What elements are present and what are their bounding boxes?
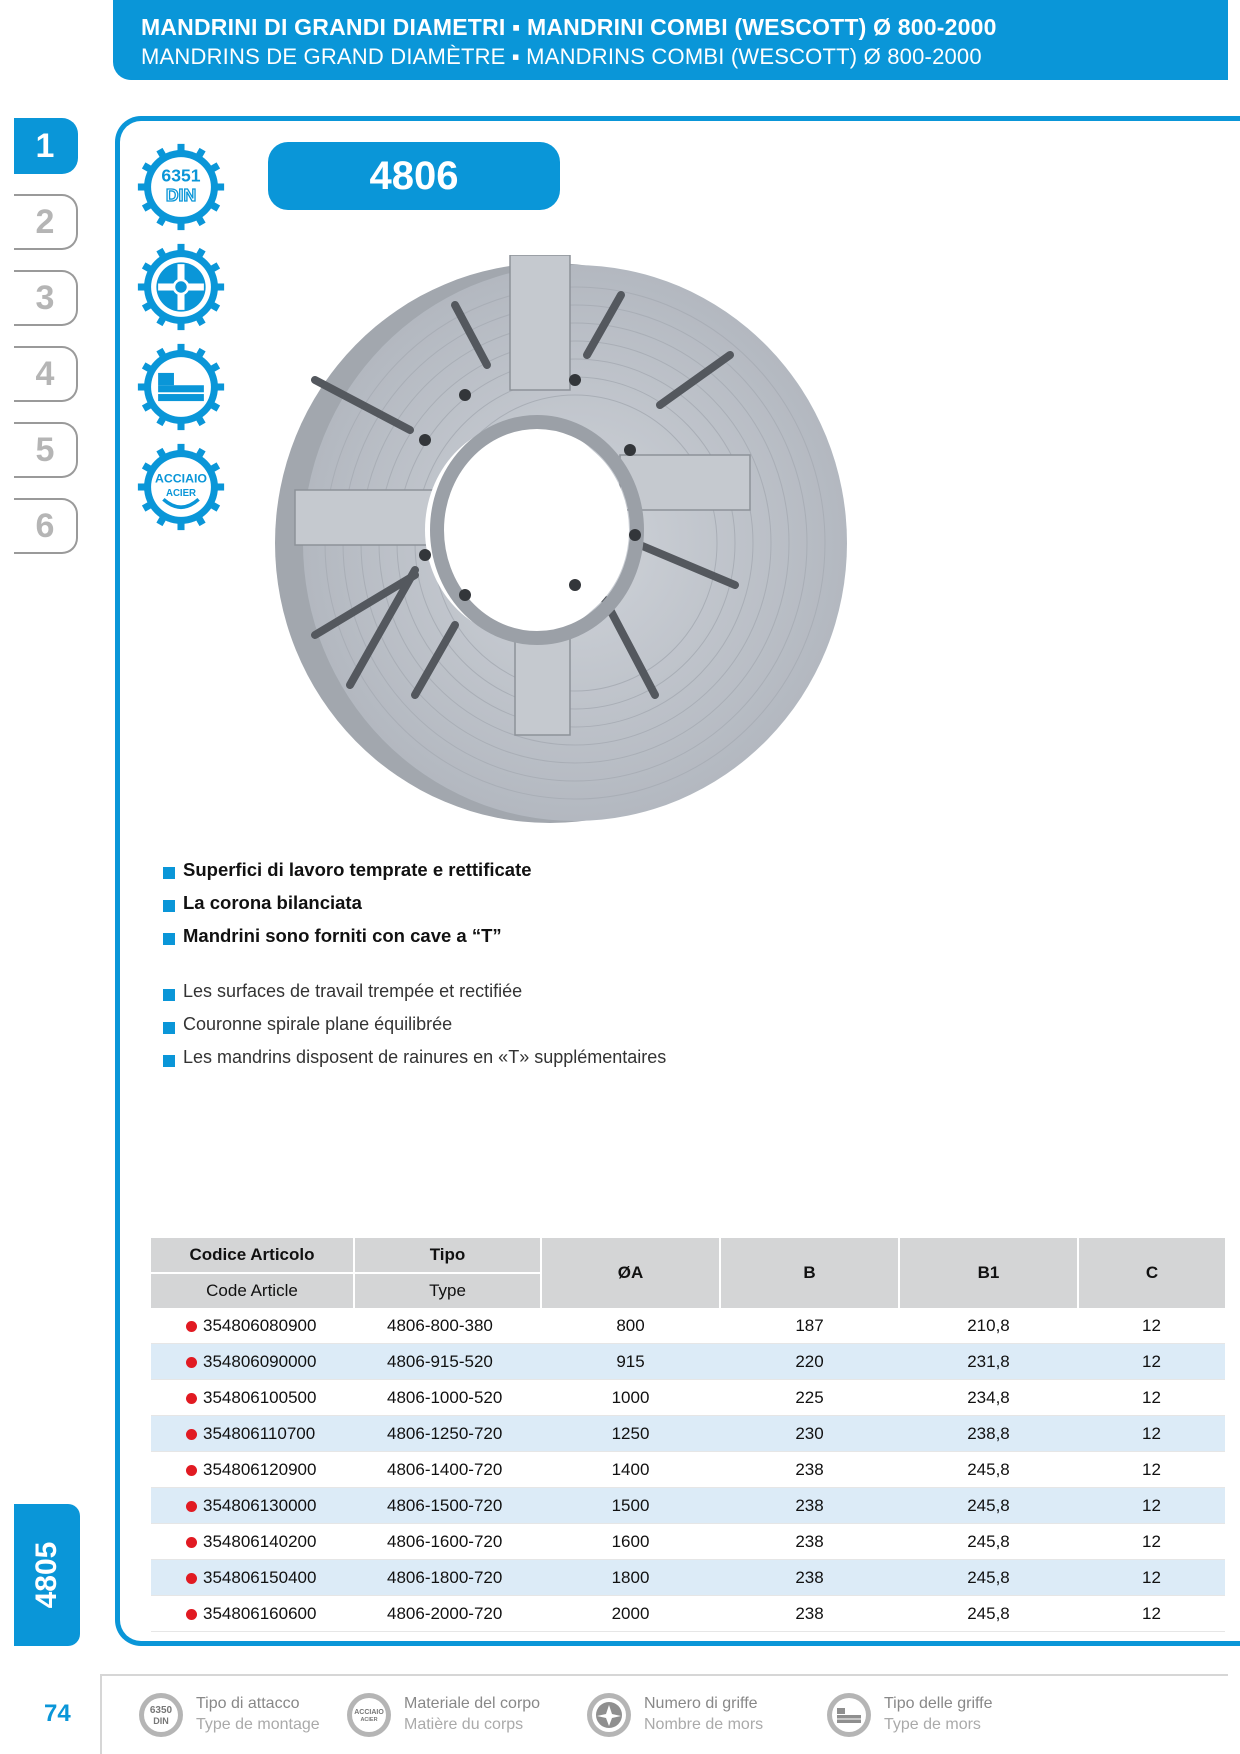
cell-c-value: 12 xyxy=(1142,1531,1161,1551)
cell-code-value: 354806090000 xyxy=(203,1351,317,1371)
table-row xyxy=(151,1488,1225,1524)
cell-c-value: 12 xyxy=(1142,1603,1161,1623)
cell-b1 xyxy=(899,1560,1078,1596)
cell-b1 xyxy=(899,1596,1078,1632)
tab-2[interactable]: 2 xyxy=(14,194,78,250)
cell-b xyxy=(720,1416,899,1452)
table-row xyxy=(151,1416,1225,1452)
cell-b-value: 238 xyxy=(795,1531,824,1551)
side-code-label: 4805 xyxy=(30,1541,63,1609)
header-title-fr: MANDRINS DE GRAND DIAMÈTRE ▪ MANDRINS COMBI (WESCOTT) Ø 800-2000 xyxy=(141,44,982,69)
availability-dot-icon xyxy=(186,1501,197,1512)
tab-6[interactable]: 6 xyxy=(14,498,78,554)
cell-b-value: 238 xyxy=(795,1567,824,1587)
cell-code xyxy=(151,1344,354,1380)
page-header xyxy=(113,0,1228,80)
cell-a-value: 2000 xyxy=(611,1603,650,1623)
legend-label-it: Tipo di attacco xyxy=(196,1695,300,1712)
cell-b1-value: 245,8 xyxy=(967,1603,1010,1623)
cell-b-value: 238 xyxy=(795,1459,824,1479)
availability-dot-icon xyxy=(186,1393,197,1404)
cell-c-value: 12 xyxy=(1142,1387,1161,1407)
cell-code xyxy=(151,1416,354,1452)
cell-code xyxy=(151,1488,354,1524)
cell-c-value: 12 xyxy=(1142,1459,1161,1479)
cell-type-value: 4806-1500-720 xyxy=(387,1495,503,1515)
cell-a xyxy=(541,1596,720,1632)
cell-b-value: 230 xyxy=(795,1423,824,1443)
cell-a-value: 915 xyxy=(616,1351,645,1371)
col-code-fr: Code Article xyxy=(151,1273,354,1308)
cell-code-value: 354806140200 xyxy=(203,1531,317,1551)
cell-c xyxy=(1078,1560,1225,1596)
feature-it-text: Superfici di lavoro temprate e rettificate xyxy=(183,859,532,880)
cell-a-value: 1400 xyxy=(611,1459,650,1479)
cell-a-value: 1800 xyxy=(611,1567,650,1587)
table-row xyxy=(151,1560,1225,1596)
availability-dot-icon xyxy=(186,1321,197,1332)
cell-b1 xyxy=(899,1416,1078,1452)
col-code-it: Codice Articolo xyxy=(151,1238,354,1273)
cell-a-value: 1600 xyxy=(611,1531,650,1551)
cell-type xyxy=(354,1596,541,1632)
col-c: C xyxy=(1078,1238,1225,1308)
cell-c xyxy=(1078,1380,1225,1416)
jaw-type-gear-icon xyxy=(824,1690,874,1740)
din-gear-icon xyxy=(137,143,225,231)
cell-b-value: 220 xyxy=(795,1351,824,1371)
cell-c-value: 12 xyxy=(1142,1495,1161,1515)
cell-c xyxy=(1078,1416,1225,1452)
material-gear-icon xyxy=(137,443,225,531)
jaw-count-gear-icon xyxy=(137,243,225,331)
cell-b xyxy=(720,1380,899,1416)
cell-type-value: 4806-1600-720 xyxy=(387,1531,503,1551)
legend-label-fr: Nombre de mors xyxy=(644,1716,764,1733)
cell-b1 xyxy=(899,1308,1078,1344)
table-row xyxy=(151,1596,1225,1632)
legend-din-number: 6350 xyxy=(149,1705,173,1716)
cell-type xyxy=(354,1488,541,1524)
cell-code xyxy=(151,1596,354,1632)
cell-b-value: 187 xyxy=(795,1315,824,1335)
cell-c xyxy=(1078,1344,1225,1380)
feature-it-text: Mandrini sono forniti con cave a “T” xyxy=(183,925,502,946)
cell-b xyxy=(720,1344,899,1380)
table-row xyxy=(151,1308,1225,1344)
col-a: ØA xyxy=(541,1238,720,1308)
cell-a xyxy=(541,1416,720,1452)
legend-label-fr: Matière du corps xyxy=(404,1716,524,1733)
cell-c xyxy=(1078,1488,1225,1524)
cell-code-value: 354806160600 xyxy=(203,1603,317,1623)
cell-b xyxy=(720,1308,899,1344)
jaw-type-gear-icon xyxy=(137,343,225,431)
availability-dot-icon xyxy=(186,1573,197,1584)
material-badge-it: ACCIAIO xyxy=(155,471,207,486)
cell-b1-value: 210,8 xyxy=(967,1315,1010,1335)
tab-5[interactable]: 5 xyxy=(14,422,78,478)
col-b: B xyxy=(720,1238,899,1308)
availability-dot-icon xyxy=(186,1537,197,1548)
cell-c-value: 12 xyxy=(1142,1351,1161,1371)
cell-code-value: 354806150400 xyxy=(203,1567,317,1587)
cell-type xyxy=(354,1416,541,1452)
cell-b xyxy=(720,1596,899,1632)
table-row xyxy=(151,1380,1225,1416)
legend-label-it: Tipo delle griffe xyxy=(884,1695,993,1712)
cell-b1-value: 245,8 xyxy=(967,1459,1010,1479)
feature-fr-text: Couronne spirale plane équilibrée xyxy=(183,1014,453,1034)
cell-code xyxy=(151,1452,354,1488)
cell-c xyxy=(1078,1452,1225,1488)
header-title-it: MANDRINI DI GRANDI DIAMETRI ▪ MANDRINI COMBI (WESCOTT) Ø 800-2000 xyxy=(141,14,997,40)
cell-c-value: 12 xyxy=(1142,1423,1161,1443)
legend-label-it: Numero di griffe xyxy=(644,1695,758,1712)
legend-material-fr: ACIER xyxy=(360,1717,378,1723)
table-row xyxy=(151,1344,1225,1380)
cell-b1-value: 231,8 xyxy=(967,1351,1010,1371)
cell-code xyxy=(151,1524,354,1560)
cell-c xyxy=(1078,1308,1225,1344)
col-type-it: Tipo xyxy=(354,1238,541,1273)
cell-a xyxy=(541,1452,720,1488)
cell-code xyxy=(151,1308,354,1344)
side-product-code xyxy=(14,1504,80,1646)
cell-code-value: 354806100500 xyxy=(203,1387,317,1407)
availability-dot-icon xyxy=(186,1429,197,1440)
cell-b1 xyxy=(899,1344,1078,1380)
cell-a xyxy=(541,1488,720,1524)
cell-a-value: 1250 xyxy=(611,1423,650,1443)
cell-type-value: 4806-1800-720 xyxy=(387,1567,503,1587)
cell-type-value: 4806-800-380 xyxy=(387,1315,493,1335)
table-row xyxy=(151,1452,1225,1488)
cell-code-value: 354806110700 xyxy=(203,1423,316,1443)
legend-label-fr: Type de montage xyxy=(196,1716,320,1733)
feature-fr-text: Les mandrins disposent de rainures en «T» supplémentaires xyxy=(183,1047,667,1067)
col-b1: B1 xyxy=(899,1238,1078,1308)
cell-code xyxy=(151,1560,354,1596)
cell-type-value: 4806-1000-520 xyxy=(387,1387,503,1407)
cell-b1-value: 245,8 xyxy=(967,1567,1010,1587)
availability-dot-icon xyxy=(186,1357,197,1368)
product-code-title: 4806 xyxy=(268,142,560,210)
cell-a xyxy=(541,1560,720,1596)
cell-b1 xyxy=(899,1524,1078,1560)
cell-a xyxy=(541,1524,720,1560)
cell-code-value: 354806120900 xyxy=(203,1459,317,1479)
cell-b1 xyxy=(899,1452,1078,1488)
cell-b xyxy=(720,1524,899,1560)
cell-code xyxy=(151,1380,354,1416)
legend-label-fr: Type de mors xyxy=(884,1716,981,1733)
cell-a-value: 1000 xyxy=(611,1387,650,1407)
cell-b xyxy=(720,1560,899,1596)
cell-type-value: 4806-1250-720 xyxy=(387,1423,503,1443)
cell-type xyxy=(354,1560,541,1596)
cell-c-value: 12 xyxy=(1142,1315,1161,1335)
cell-type-value: 4806-1400-720 xyxy=(387,1459,503,1479)
cell-b1-value: 245,8 xyxy=(967,1531,1010,1551)
cell-type xyxy=(354,1452,541,1488)
cell-b1-value: 238,8 xyxy=(967,1423,1010,1443)
cell-b-value: 225 xyxy=(795,1387,824,1407)
cell-b xyxy=(720,1452,899,1488)
col-type-fr: Type xyxy=(354,1273,541,1308)
cell-b xyxy=(720,1488,899,1524)
material-badge-fr: ACIER xyxy=(165,487,197,499)
cell-type xyxy=(354,1380,541,1416)
cell-type xyxy=(354,1308,541,1344)
cell-type-value: 4806-2000-720 xyxy=(387,1603,503,1623)
din-gear-icon xyxy=(136,1690,186,1740)
cell-b1-value: 234,8 xyxy=(967,1387,1010,1407)
cell-code-value: 354806080900 xyxy=(203,1315,317,1335)
chuck-illustration xyxy=(275,255,850,825)
cell-b-value: 238 xyxy=(795,1603,824,1623)
cell-a-value: 800 xyxy=(616,1315,645,1335)
cell-b1 xyxy=(899,1488,1078,1524)
legend-din-label: DIN xyxy=(153,1716,169,1726)
material-gear-icon xyxy=(344,1690,394,1740)
cell-a-value: 1500 xyxy=(611,1495,650,1515)
cell-a xyxy=(541,1344,720,1380)
availability-dot-icon xyxy=(186,1609,197,1620)
cell-b1 xyxy=(899,1380,1078,1416)
footer-divider xyxy=(100,1674,1228,1676)
din-badge-number: 6351 xyxy=(161,165,201,186)
din-badge-label: DIN xyxy=(165,185,197,206)
cell-type-value: 4806-915-520 xyxy=(387,1351,493,1371)
cell-b-value: 238 xyxy=(795,1495,824,1515)
cell-c-value: 12 xyxy=(1142,1567,1161,1587)
jaw-count-gear-icon xyxy=(584,1690,634,1740)
cell-c xyxy=(1078,1596,1225,1632)
tab-3[interactable]: 3 xyxy=(14,270,78,326)
cell-a xyxy=(541,1308,720,1344)
cell-type xyxy=(354,1524,541,1560)
cell-b1-value: 245,8 xyxy=(967,1495,1010,1515)
page-number: 74 xyxy=(44,1700,71,1727)
legend-material-it: ACCIAIO xyxy=(354,1709,384,1716)
cell-c xyxy=(1078,1524,1225,1560)
tab-1[interactable]: 1 xyxy=(14,118,78,174)
table-row xyxy=(151,1524,1225,1560)
availability-dot-icon xyxy=(186,1465,197,1476)
tab-4[interactable]: 4 xyxy=(14,346,78,402)
cell-type xyxy=(354,1344,541,1380)
cell-a xyxy=(541,1380,720,1416)
legend-label-it: Materiale del corpo xyxy=(404,1695,541,1712)
feature-it-text: La corona bilanciata xyxy=(183,892,362,913)
cell-code-value: 354806130000 xyxy=(203,1495,317,1515)
spec-table xyxy=(151,1238,1225,1632)
feature-fr-text: Les surfaces de travail trempée et rectifiée xyxy=(183,981,523,1001)
